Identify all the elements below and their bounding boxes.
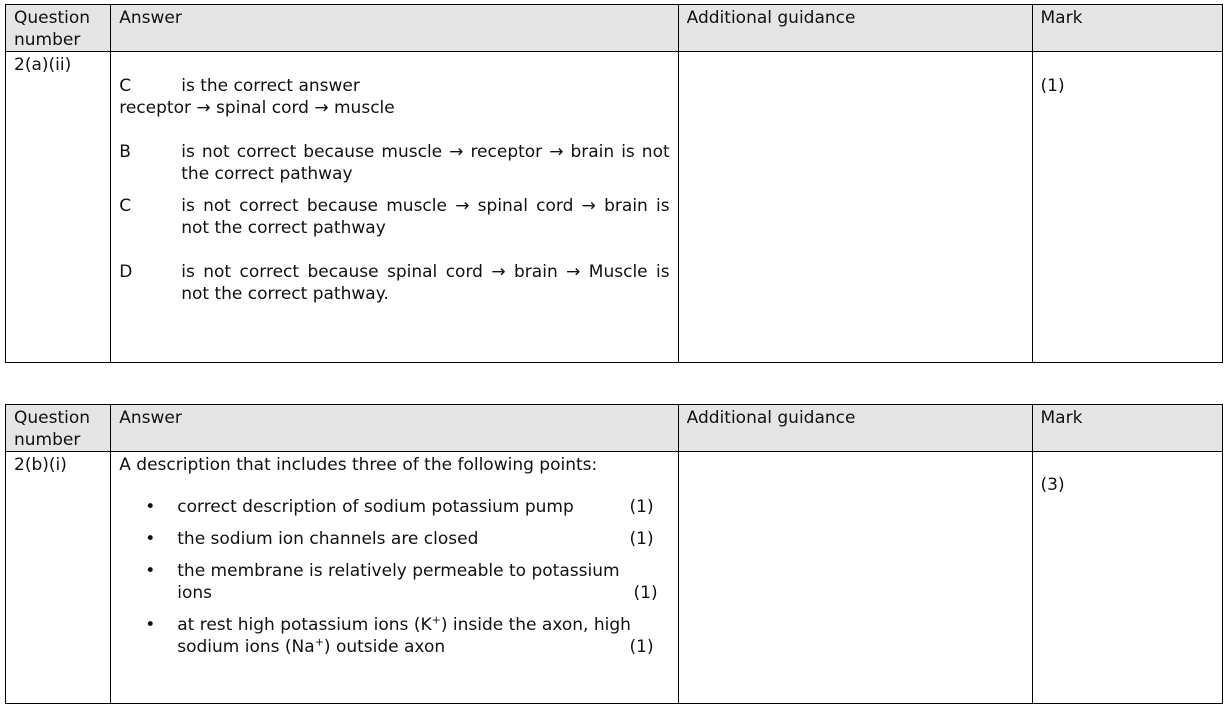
distractor-d: D is not correct because spinal cord → brain → Muscle is not the correct pathway. [119,262,670,304]
mark-scheme-table-2a-ii [5,4,1223,363]
header-mark: Mark [1032,405,1223,452]
header-mark: Mark [1032,5,1223,52]
answer-cell [111,452,678,704]
correct-answer: C is the correct answer [119,76,360,96]
answer-cell [111,52,678,363]
correct-pathway: receptor → spinal cord → muscle [119,98,395,118]
marking-points-list [119,496,669,658]
question-number-cell: 2(a)(ii) [6,52,111,363]
additional-guidance-cell [678,452,1032,704]
mark-scheme-table-2b-i [5,404,1223,704]
list-item: • correct description of sodium potassium pump (1) [119,496,669,518]
list-item: • the sodium ion channels are closed (1) [119,528,669,550]
header-additional-guidance: Additional guidance [678,5,1032,52]
distractor-b: B is not correct because muscle → receptor → brain is not the correct pathway [119,142,670,184]
header-question-number: Question number [6,5,111,52]
bullet-icon: • [145,561,156,581]
question-number-cell: 2(b)(i) [6,452,111,704]
list-item: • at rest high potassium ions (K+) inside the axon, high sodium ions (Na+) outside axon (1) [119,614,669,658]
header-answer: Answer [111,5,678,52]
answer-intro: A description that includes three of the following points: [119,455,598,475]
additional-guidance-cell [678,52,1032,363]
header-question-number: Question number [6,405,111,452]
bullet-icon: • [145,497,156,517]
list-item: • the membrane is relatively permeable to potassium ions (1) [119,560,669,604]
header-answer: Answer [111,405,678,452]
mark-cell: (1) [1032,52,1223,363]
bullet-icon: • [145,615,156,635]
bullet-icon: • [145,529,156,549]
header-additional-guidance: Additional guidance [678,405,1032,452]
distractor-c: C is not correct because muscle → spinal cord → brain is not the correct pathway [119,196,670,238]
mark-cell: (3) [1032,452,1223,704]
